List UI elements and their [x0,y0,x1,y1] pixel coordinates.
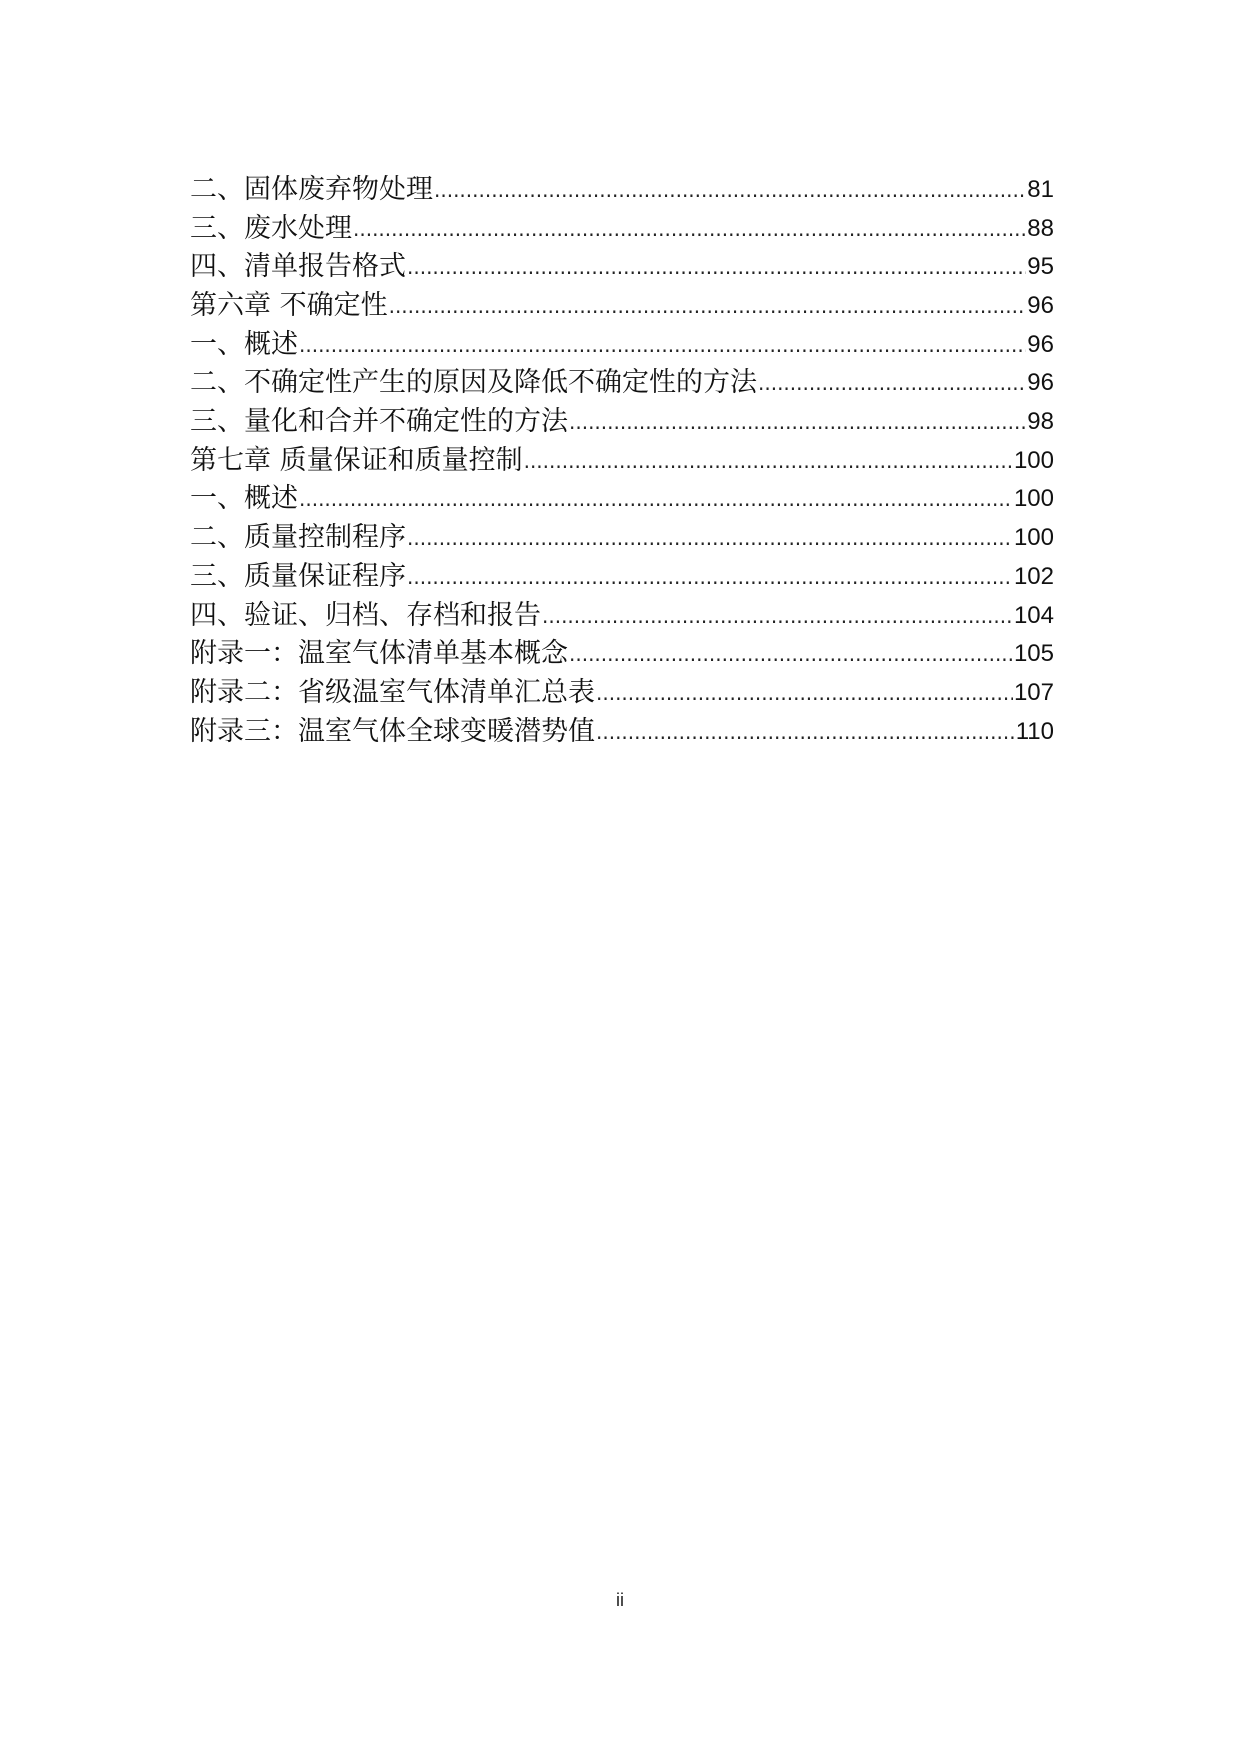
toc-entry-title: 二、固体废弃物处理 [190,173,433,205]
toc-entry-title: 三、废水处理 [190,212,352,244]
table-of-contents [190,171,1054,751]
toc-dot-leader [569,403,1026,442]
toc-entry[interactable] [190,713,1054,752]
toc-entry[interactable] [190,442,1054,481]
toc-entry-page: 96 [1027,369,1054,397]
toc-entry-title: 二、质量控制程序 [190,522,406,554]
toc-entry[interactable] [190,403,1054,442]
toc-entry-title: 二、不确定性产生的原因及降低不确定性的方法 [190,367,757,399]
toc-entry-title: 三、质量保证程序 [190,560,406,592]
toc-dot-leader [434,171,1026,210]
toc-entry-page: 96 [1027,292,1054,320]
toc-entry[interactable] [190,558,1054,597]
toc-entry-page: 107 [1013,678,1054,706]
toc-dot-leader [524,442,1013,481]
toc-entry-title: 第七章 质量保证和质量控制 [190,444,523,476]
toc-dot-leader [389,287,1027,326]
toc-entry[interactable] [190,674,1054,713]
toc-entry-title: 附录一：温室气体清单基本概念 [190,638,568,670]
toc-dot-leader [407,558,1013,597]
toc-entry-title: 一、概述 [190,328,298,360]
toc-entry[interactable] [190,519,1054,558]
toc-entry[interactable] [190,248,1054,287]
toc-entry-page: 110 [1015,717,1054,745]
toc-entry-page: 100 [1013,524,1054,552]
toc-entry-title: 四、验证、归档、存档和报告 [190,599,541,631]
toc-entry-page: 102 [1013,562,1054,590]
toc-entry-title: 附录二：省级温室气体清单汇总表 [190,676,595,708]
toc-dot-leader [596,713,1015,752]
toc-entry-title: 一、概述 [190,483,298,515]
toc-entry-title: 三、量化和合并不确定性的方法 [190,406,568,438]
toc-entry-page: 96 [1027,330,1054,358]
toc-entry-title: 四、清单报告格式 [190,251,406,283]
toc-entry[interactable] [190,364,1054,403]
toc-dot-leader [299,480,1013,519]
page-number: ii [616,1590,624,1610]
toc-entry-page: 98 [1027,408,1054,436]
toc-entry-page: 100 [1013,446,1054,474]
toc-entry-page: 88 [1027,214,1054,242]
toc-entry[interactable] [190,481,1054,520]
toc-dot-leader [353,210,1026,249]
toc-dot-leader [407,248,1026,287]
toc-dot-leader [542,597,1013,636]
toc-dot-leader [758,364,1026,403]
toc-entry-page: 104 [1013,601,1054,629]
toc-entry-page: 95 [1027,253,1054,281]
toc-entry[interactable] [190,210,1054,249]
toc-entry-page: 81 [1027,175,1054,203]
toc-entry[interactable] [190,326,1054,365]
toc-entry[interactable] [190,597,1054,636]
toc-dot-leader [596,674,1013,713]
toc-entry-page: 105 [1013,640,1054,668]
toc-entry-title: 附录三：温室气体全球变暖潜势值 [190,715,595,747]
toc-entry[interactable] [190,287,1054,326]
toc-entry[interactable] [190,635,1054,674]
toc-dot-leader [407,519,1013,558]
toc-entry-title: 第六章 不确定性 [190,290,388,322]
toc-dot-leader [299,326,1026,365]
toc-dot-leader [569,635,1013,674]
toc-entry[interactable] [190,171,1054,210]
toc-entry-page: 100 [1013,485,1054,513]
